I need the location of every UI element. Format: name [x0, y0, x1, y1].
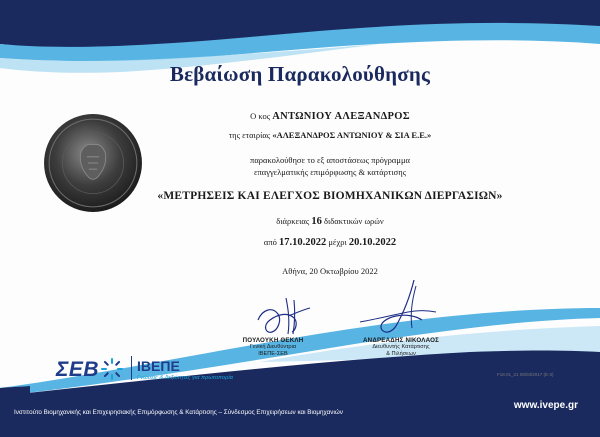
duration-suffix: διδακτικών ωρών — [323, 216, 384, 226]
signatory-2-role: Διευθυντής Κατάρτισης — [372, 344, 430, 350]
signatory-2 — [346, 337, 456, 358]
recipient-line — [120, 111, 540, 122]
company-name: «ΑΛΕΞΑΝΔΡΟΣ ΑΝΤΩΝΙΟΥ & ΣΙΑ Ε.Ε.» — [272, 130, 432, 140]
dates-line — [120, 237, 540, 248]
ivepe-tagline: Γνώσεις & δεξιότητες για πρωτοπορία — [137, 375, 233, 381]
dates-from-prefix: από — [263, 237, 277, 247]
duration-prefix: διάρκειας — [276, 216, 310, 226]
signatory-1-role: Γενική Διευθύντρια — [249, 344, 297, 350]
signatory-1-name: ΠΟΥΛΟΥΚΗ ΘΕΚΛΗ — [242, 337, 304, 344]
attended-line-2: επαγγελματικής επιμόρφωσης & κατάρτισης — [253, 167, 407, 177]
signature-1-icon — [248, 290, 318, 338]
attended-line-1: παρακολούθησε το εξ αποστάσεως πρόγραμμα — [250, 155, 410, 165]
duration-hours: 16 — [311, 216, 322, 227]
dates-to-prefix: μέχρι — [328, 237, 347, 247]
ivepe-logo: ΙΒΕΠΕ — [137, 358, 180, 374]
logo-divider — [131, 356, 132, 380]
certificate-title: Βεβαίωση Παρακολούθησης — [169, 62, 431, 86]
company-prefix: της εταιρίας — [228, 130, 271, 140]
signatory-1-org: ΙΒΕΠΕ-ΣΕΒ — [258, 351, 288, 357]
embossed-seal-icon — [42, 112, 144, 214]
reference-code: F18.01_21 08/03/2017 (E-3) — [497, 372, 554, 377]
recipient-name: ΑΝΤΩΝΙΟΥ ΑΛΕΞΑΝΔΡΟΣ — [272, 111, 410, 122]
signatory-1 — [218, 337, 328, 358]
footer-institute-text: Ινστιτούτο Βιομηχανικής και Επιχειρησιακής Επιμόρφωσης & Κατάρτισης – Σύνδεσμος Επιχειρήσεων και Βιομηχανιών — [14, 409, 343, 416]
date-to: 20.10.2022 — [348, 237, 397, 248]
signature-2-icon — [352, 276, 442, 340]
company-line — [120, 130, 540, 140]
recipient-prefix: Ο κος — [250, 111, 271, 121]
date-from: 17.10.2022 — [278, 237, 327, 248]
signatory-2-name: ΑΝΔΡΕΑΔΗΣ ΝΙΚΟΛΑΟΣ — [362, 337, 440, 344]
duration-line — [120, 216, 540, 227]
issue-date: Αθήνα, 20 Οκτωβρίου 2022 — [282, 266, 378, 276]
seb-logo: ΣΕΒ — [56, 358, 100, 381]
ivepe-burst-icon — [100, 357, 124, 381]
course-title: «ΜΕΤΡΗΣΕΙΣ ΚΑΙ ΕΛΕΓΧΟΣ ΒΙΟΜΗΧΑΝΙΚΩΝ ΔΙΕΡΓΑΣΙΩΝ» — [157, 190, 503, 202]
footer-website-link[interactable]: www.ivepe.gr — [513, 400, 578, 411]
signatory-2-org: & Πιλήσεων — [386, 351, 416, 357]
